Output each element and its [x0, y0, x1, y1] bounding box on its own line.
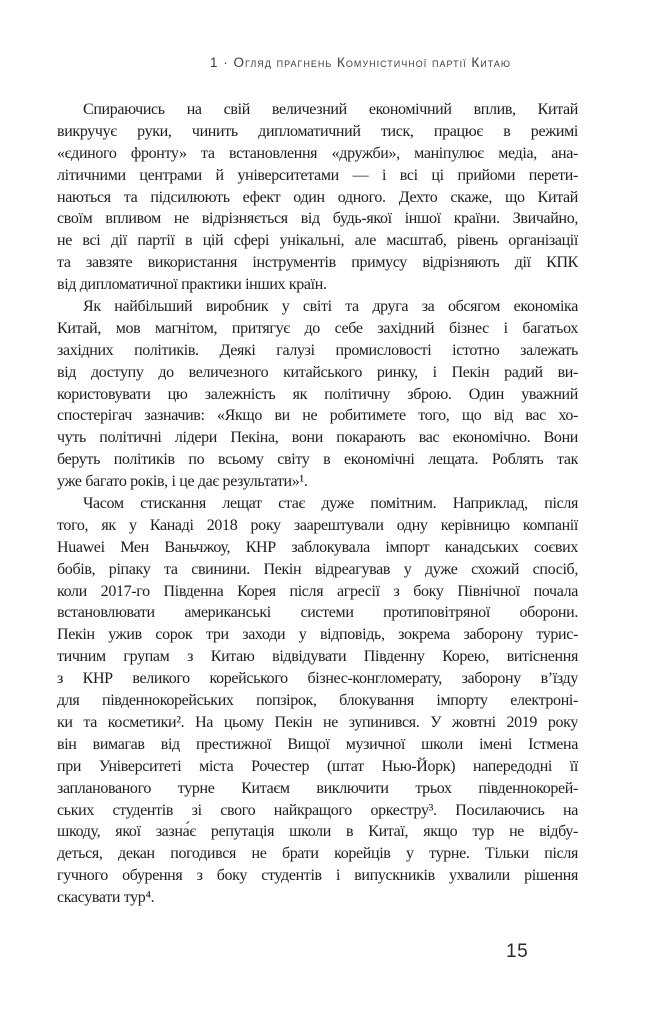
text-line: скасувати тур⁴.	[57, 889, 155, 907]
paragraph	[57, 296, 578, 493]
text-line: Китай, мов магнітом, притягує до себе західний бізнес і багатьох	[57, 319, 578, 337]
text-line: чуть політичні лідери Пекіна, вони покарають вас економічно. Вони	[57, 429, 578, 447]
running-header: 1 · Огляд прагнень Комуністичної партії Китаю	[210, 55, 511, 70]
text-line: від доступу до величезного китайського ринку, і Пекін радий ви-	[57, 363, 578, 381]
text-line: наються та підсилюють ефект один одного. Дехто скаже, що Китай	[57, 188, 578, 206]
text-line: тичним групам з Китаю відвідувати Південну Корею, витіснення	[57, 648, 578, 666]
text-line: він вимагав від престижної Вищої музичної школи імені Істмена	[57, 735, 578, 753]
text-line: користовувати цю залежність як політичну зброю. Один уважний	[57, 385, 578, 403]
paragraph	[57, 493, 578, 909]
text-line: встановлювати американські системи протиповітряної оборони.	[57, 604, 578, 622]
text-line: при Університеті міста Рочестер (штат Нью-Йорк) напередодні її	[57, 757, 578, 775]
text-line: коли 2017-го Південна Корея після агресії з боку Північної почала	[57, 582, 578, 600]
text-line: Як найбільший виробник у світі та друга за обсягом економіка	[83, 298, 578, 316]
text-line: спостерігач зазначив: «Якщо ви не робитимете того, що від вас хо-	[57, 407, 578, 425]
text-line: гучного обурення з боку студентів і випускників ухвалили рішення	[57, 867, 578, 885]
text-line: уже багато років, і це дає результати»¹.	[57, 473, 308, 491]
text-line: з КНР великого корейського бізнес-конгломерату, заборону в’їзду	[57, 670, 578, 688]
text-line: західних політиків. Деякі галузі промисловості істотно залежать	[57, 341, 578, 359]
text-line: ських студентів зі свого найкращого оркестру³. Посилаючись на	[57, 801, 578, 819]
text-line: своїм впливом не відрізняється від будь-якої іншої країни. Звичайно,	[57, 210, 578, 228]
text-line: та завзяте використання інструментів примусу відрізняють дії КПК	[57, 254, 578, 272]
text-line: Пекін ужив сорок три заходи у відповідь, зокрема заборону турис-	[57, 626, 578, 644]
text-line: «єдиного фронту» та встановлення «дружби», маніпулює медіа, ана-	[57, 144, 578, 162]
text-line: викручує руки, чинить дипломатичний тиск, працює в режимі	[57, 122, 578, 140]
text-line: Часом стискання лещат стає дуже помітним. Наприклад, після	[83, 495, 578, 513]
text-line: шкоду, якої зазна́є репутація школи в Китаї, якщо тур не відбу-	[57, 823, 578, 841]
text-block	[57, 99, 578, 909]
text-line: ки та косметики². На цьому Пекін не зупинився. У жовтні 2019 року	[57, 713, 578, 731]
text-line: запланованого турне Китаєм виключити трьох південнокорей-	[57, 779, 578, 797]
text-line: деться, декан погодився не брати корейців у турне. Тільки після	[57, 845, 578, 863]
text-line: бобів, ріпаку та свинини. Пекін відреагував у дуже схожий спосіб,	[57, 560, 578, 578]
paragraph	[57, 99, 578, 296]
page-number: 15	[506, 941, 529, 962]
text-line: Huawei Мен Ваньчжоу, КНР заблокувала імпорт канадських соєвих	[57, 538, 578, 556]
text-line: того, як у Канаді 2018 року заарештували одну керівницю компанії	[57, 516, 578, 534]
text-line: беруть політиків по всьому світу в економічні лещата. Роблять так	[57, 451, 578, 469]
text-line: не всі дії партії в цій сфері унікальні, але масштаб, рівень організації	[57, 232, 578, 250]
text-line: для південнокорейських попзірок, блокування імпорту електроні-	[57, 692, 578, 710]
text-line: Спираючись на свій величезний економічний вплив, Китай	[83, 101, 578, 118]
text-line: літичними центрами й університетами — і всі ці прийоми перети-	[57, 166, 578, 184]
text-line: від дипломатичної практики інших країн.	[57, 276, 327, 294]
